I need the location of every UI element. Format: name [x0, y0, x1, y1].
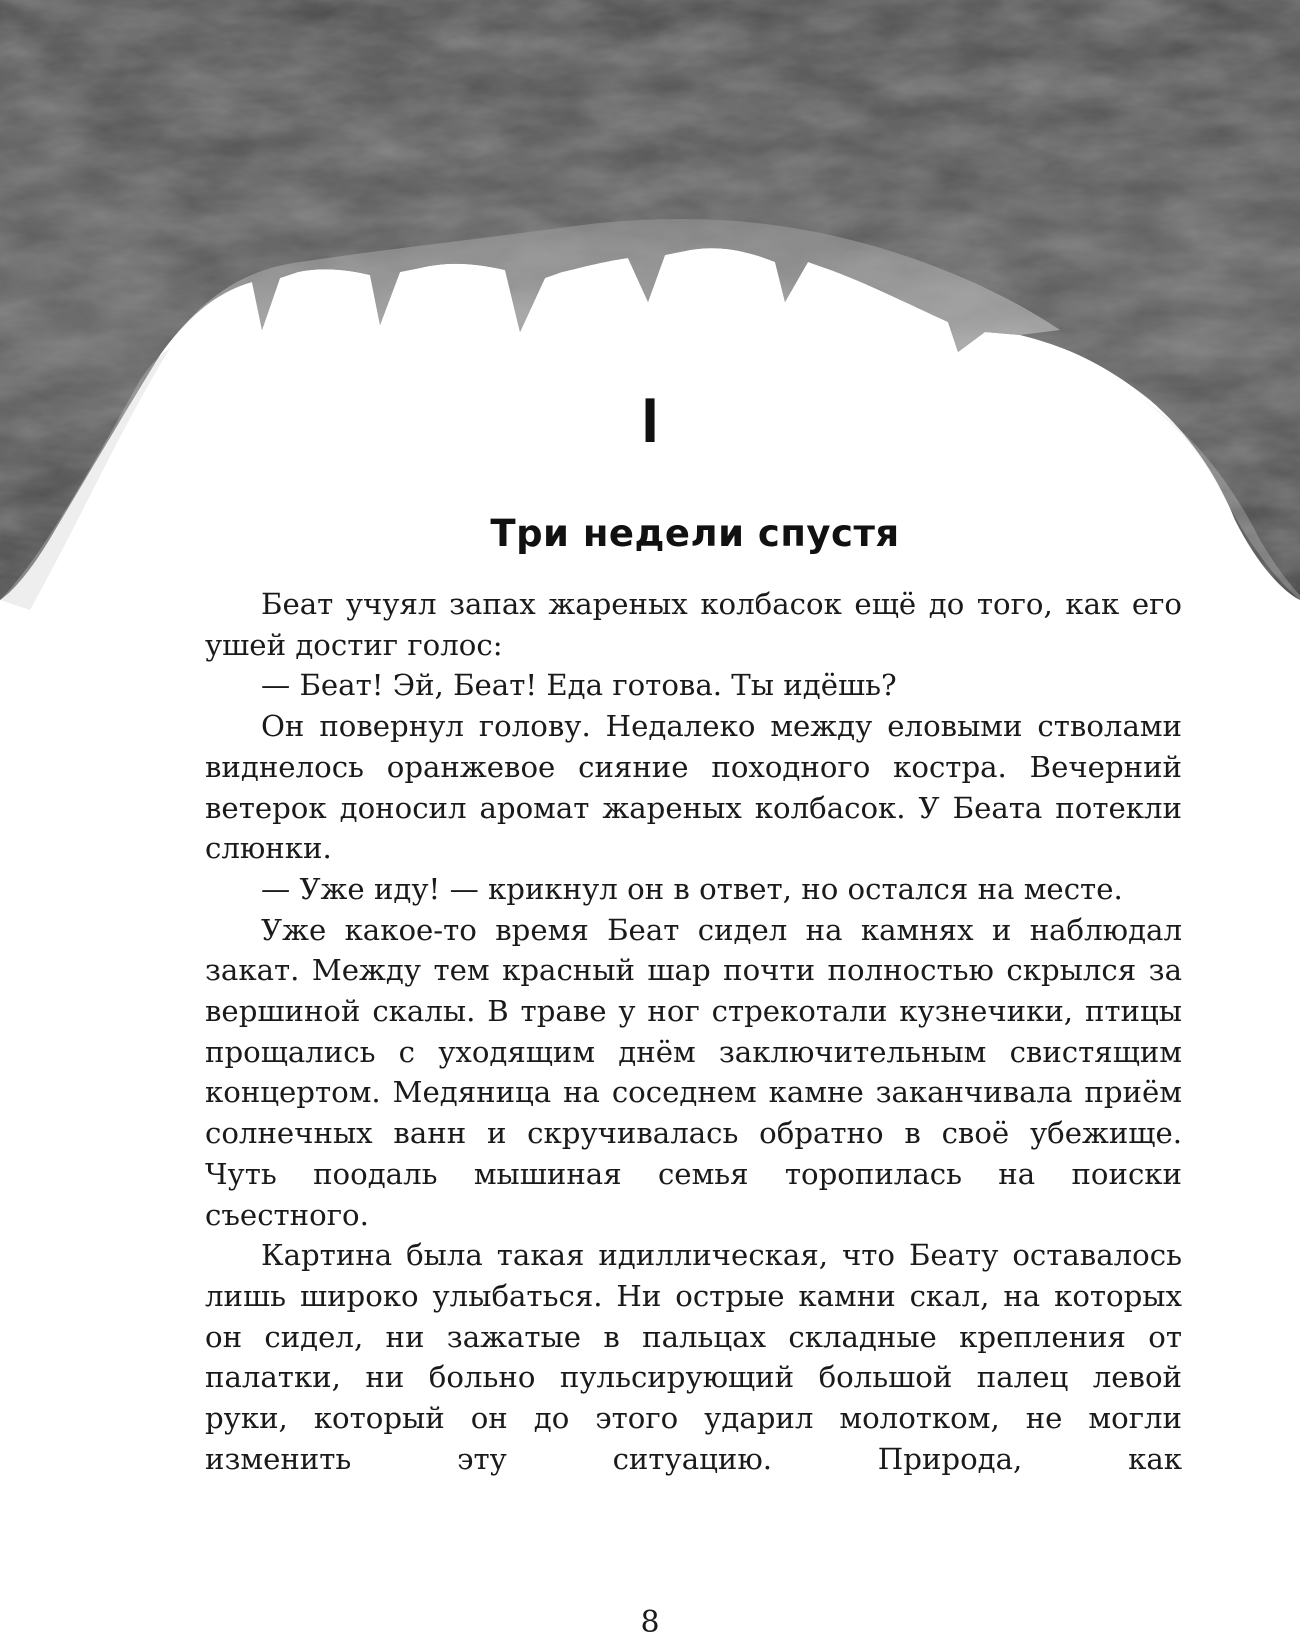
page-number: 8 — [640, 1605, 660, 1640]
page-body — [205, 584, 1182, 1479]
paragraph: — Уже иду! — крикнул он в ответ, но остался на месте. — [261, 871, 1123, 906]
paragraph: Уже какое-то время Беат сидел на камнях и наблюдал закат. Между тем красный шар почти полностью скрылся за вершиной скалы. В траве у ног стрекотали кузнечики, птицы прощались с уходящим днём заключительным свистящим концертом. Медяница на соседнем камне заканчивала приём солнечных ванн и скручивалась обратно в своё убежище. Чуть поодаль мышиная семья торопилась на поиски съестного. — [205, 912, 1182, 1232]
chapter-title: Три недели спустя — [490, 512, 900, 555]
paragraph: Картина была такая идиллическая, что Беату оставалось лишь широко улыбаться. Ни острые камни скал, на которых он сидел, ни зажатые в пальцах складные крепления от палатки, ни больно пульсирующий большой палец левой руки, который он до этого ударил молотком, не могли изменить эту ситуацию. Природа, как — [205, 1238, 1182, 1476]
paragraph: Он повернул голову. Недалеко между еловыми стволами виднелось оранжевое сияние походного костра. Вечерний ветерок доносил аромат жареных колбасок. У Беата потекли слюнки. — [205, 709, 1182, 866]
paragraph: — Беат! Эй, Беат! Еда готова. Ты идёшь? — [261, 668, 897, 703]
paragraph: Беат учуял запах жареных колбасок ещё до того, как его ушей достиг голос: — [205, 587, 1182, 662]
chapter-number: I — [641, 387, 659, 457]
